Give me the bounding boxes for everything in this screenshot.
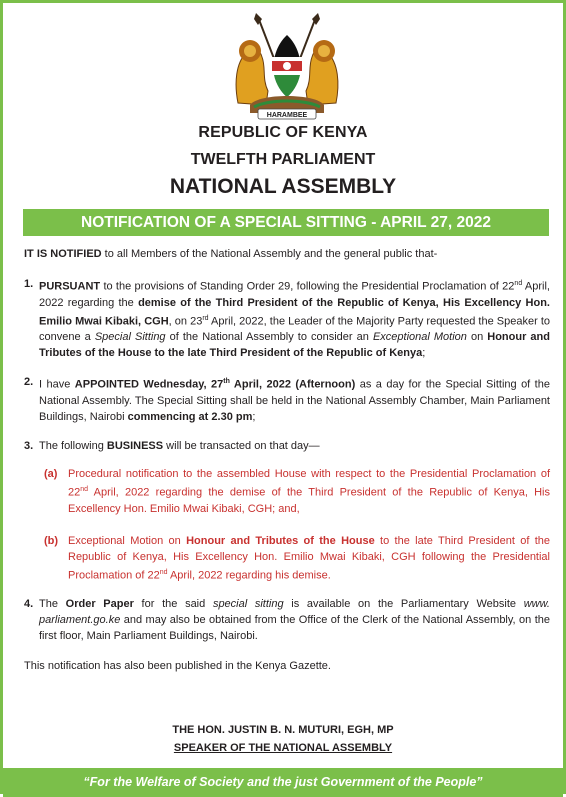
coat-of-arms-emblem (228, 13, 346, 121)
notification-title-banner: NOTIFICATION OF A SPECIAL SITTING - APRIL 27, 2022 (23, 209, 549, 236)
intro-text: to all Members of the National Assembly and the general public that- (101, 248, 438, 260)
notice-body (24, 246, 550, 674)
item-1-text-1: to the provisions of Standing Order 29, following the Presidential Proclamation of 22 (100, 280, 515, 293)
crest-motto: HARAMBEE (266, 112, 308, 119)
header-republic: REPUBLIC OF KENYA (198, 124, 368, 141)
sub-item-b (44, 533, 550, 584)
website-link[interactable]: www. parliament.go.ke (39, 598, 550, 627)
item-1-sup-2: rd (202, 314, 209, 322)
item-4-number: 4. (24, 598, 34, 611)
item-1-bold-3: Honour and Tributes of the House to the late Third President of the Republic of Kenya (39, 331, 550, 360)
sub-item-b-sup: nd (159, 568, 168, 576)
sub-item-a-text-2: April, 2022 regarding the demise of the Third President of the Republic of Kenya, His Excellency Hon. Emilio Mwai Kibaki, CGH; and, (68, 486, 550, 515)
item-3-number: 3. (24, 439, 34, 452)
sub-item-a-sup: nd (80, 485, 89, 493)
item-4 (24, 596, 550, 644)
item-1-number: 1. (24, 278, 34, 290)
motto-footer: “For the Welfare of Society and the just Government of the People” (3, 768, 563, 797)
item-1-sup-1: nd (514, 280, 523, 287)
item-2-text-3: ; (252, 410, 256, 423)
item-2-bold-2: April, 2022 (Afternoon) (229, 378, 356, 391)
item-2-text-1: I have (39, 378, 75, 391)
item-3-bold-1: BUSINESS (106, 439, 164, 452)
signatory-name: THE HON. JUSTIN B. N. MUTURI, EGH, MP (172, 724, 394, 736)
header-assembly: NATIONAL ASSEMBLY (169, 175, 397, 198)
item-2-number: 2. (24, 376, 34, 389)
item-1-text-4: April, 2022, the Leader of the Majority Party requested the Speaker to convene a (39, 315, 550, 344)
sub-item-a (44, 466, 550, 517)
sub-item-b-text-2: to the late Third President of the Republic of Kenya, His Excellency Hon. Emilio Mwai Kibaki, CGH following the Presidential Proclamation of 22 (68, 534, 550, 582)
sub-item-a-label: (a) (44, 467, 58, 480)
item-3-text-1: The following (39, 439, 107, 452)
item-1-text-7: ; (422, 347, 426, 360)
item-4-text-4: and may also be obtained from the Office of the Clerk of the National Assembly, on the first floor, Main Parliament Buildings, Nairobi. (39, 614, 550, 643)
item-4-text-3: is available on the Parliamentary Website (283, 598, 524, 611)
item-4-text-2: for the said (133, 598, 213, 611)
signatory-title: SPEAKER OF THE NATIONAL ASSEMBLY (173, 742, 393, 754)
item-4-bold-1: Order Paper (65, 598, 134, 611)
item-1-text-2: April, 2022 regarding the (39, 280, 550, 309)
item-1-bold-1: PURSUANT (39, 280, 101, 293)
item-3-text-2: will be transacted on that day— (163, 439, 320, 452)
sub-item-b-bold: Honour and Tributes of the House (186, 534, 375, 547)
item-2-sup-1: th (223, 378, 230, 386)
intro-paragraph (24, 246, 550, 262)
intro-bold: IT IS NOTIFIED (24, 248, 102, 260)
item-1-text-5: of the National Assembly to consider an (165, 331, 373, 344)
sub-item-b-text-3: April, 2022 regarding his demise. (167, 569, 331, 582)
item-1 (24, 276, 550, 361)
item-1-bold-2: demise of the Third President of the Republic of Kenya, His Excellency Hon. Emilio Mwai Kibaki, CGH (39, 296, 550, 328)
item-1-text-6: on (466, 331, 488, 344)
item-4-text-1: The (39, 598, 66, 611)
header-parliament: TWELFTH PARLIAMENT (190, 151, 376, 168)
item-2-text-2: as a day for the Special Sitting of the National Assembly. The Special Sitting shall be held in the National Assembly Chamber, Main Parliament Buildings, Nairobi (39, 378, 550, 423)
item-1-italic-2: Exceptional Motion (372, 331, 467, 344)
item-3 (24, 438, 550, 454)
gazette-note: This notification has also been published in the Kenya Gazette. (24, 660, 331, 673)
item-1-text-3: , on 23 (168, 315, 203, 328)
item-2-bold-1: APPOINTED Wednesday, 27 (74, 378, 224, 391)
sub-item-a-text-1: Procedural notification to the assembled House with respect to the Presidential Proclamation of 22 (68, 467, 550, 499)
item-2 (24, 374, 550, 425)
sub-item-b-label: (b) (44, 534, 59, 547)
sub-item-b-text-1: Exceptional Motion on (68, 534, 187, 547)
item-4-italic-1: special sitting (212, 598, 284, 611)
item-2-bold-3: commencing at 2.30 pm (127, 410, 253, 423)
item-1-italic-1: Special Sitting (94, 331, 166, 344)
